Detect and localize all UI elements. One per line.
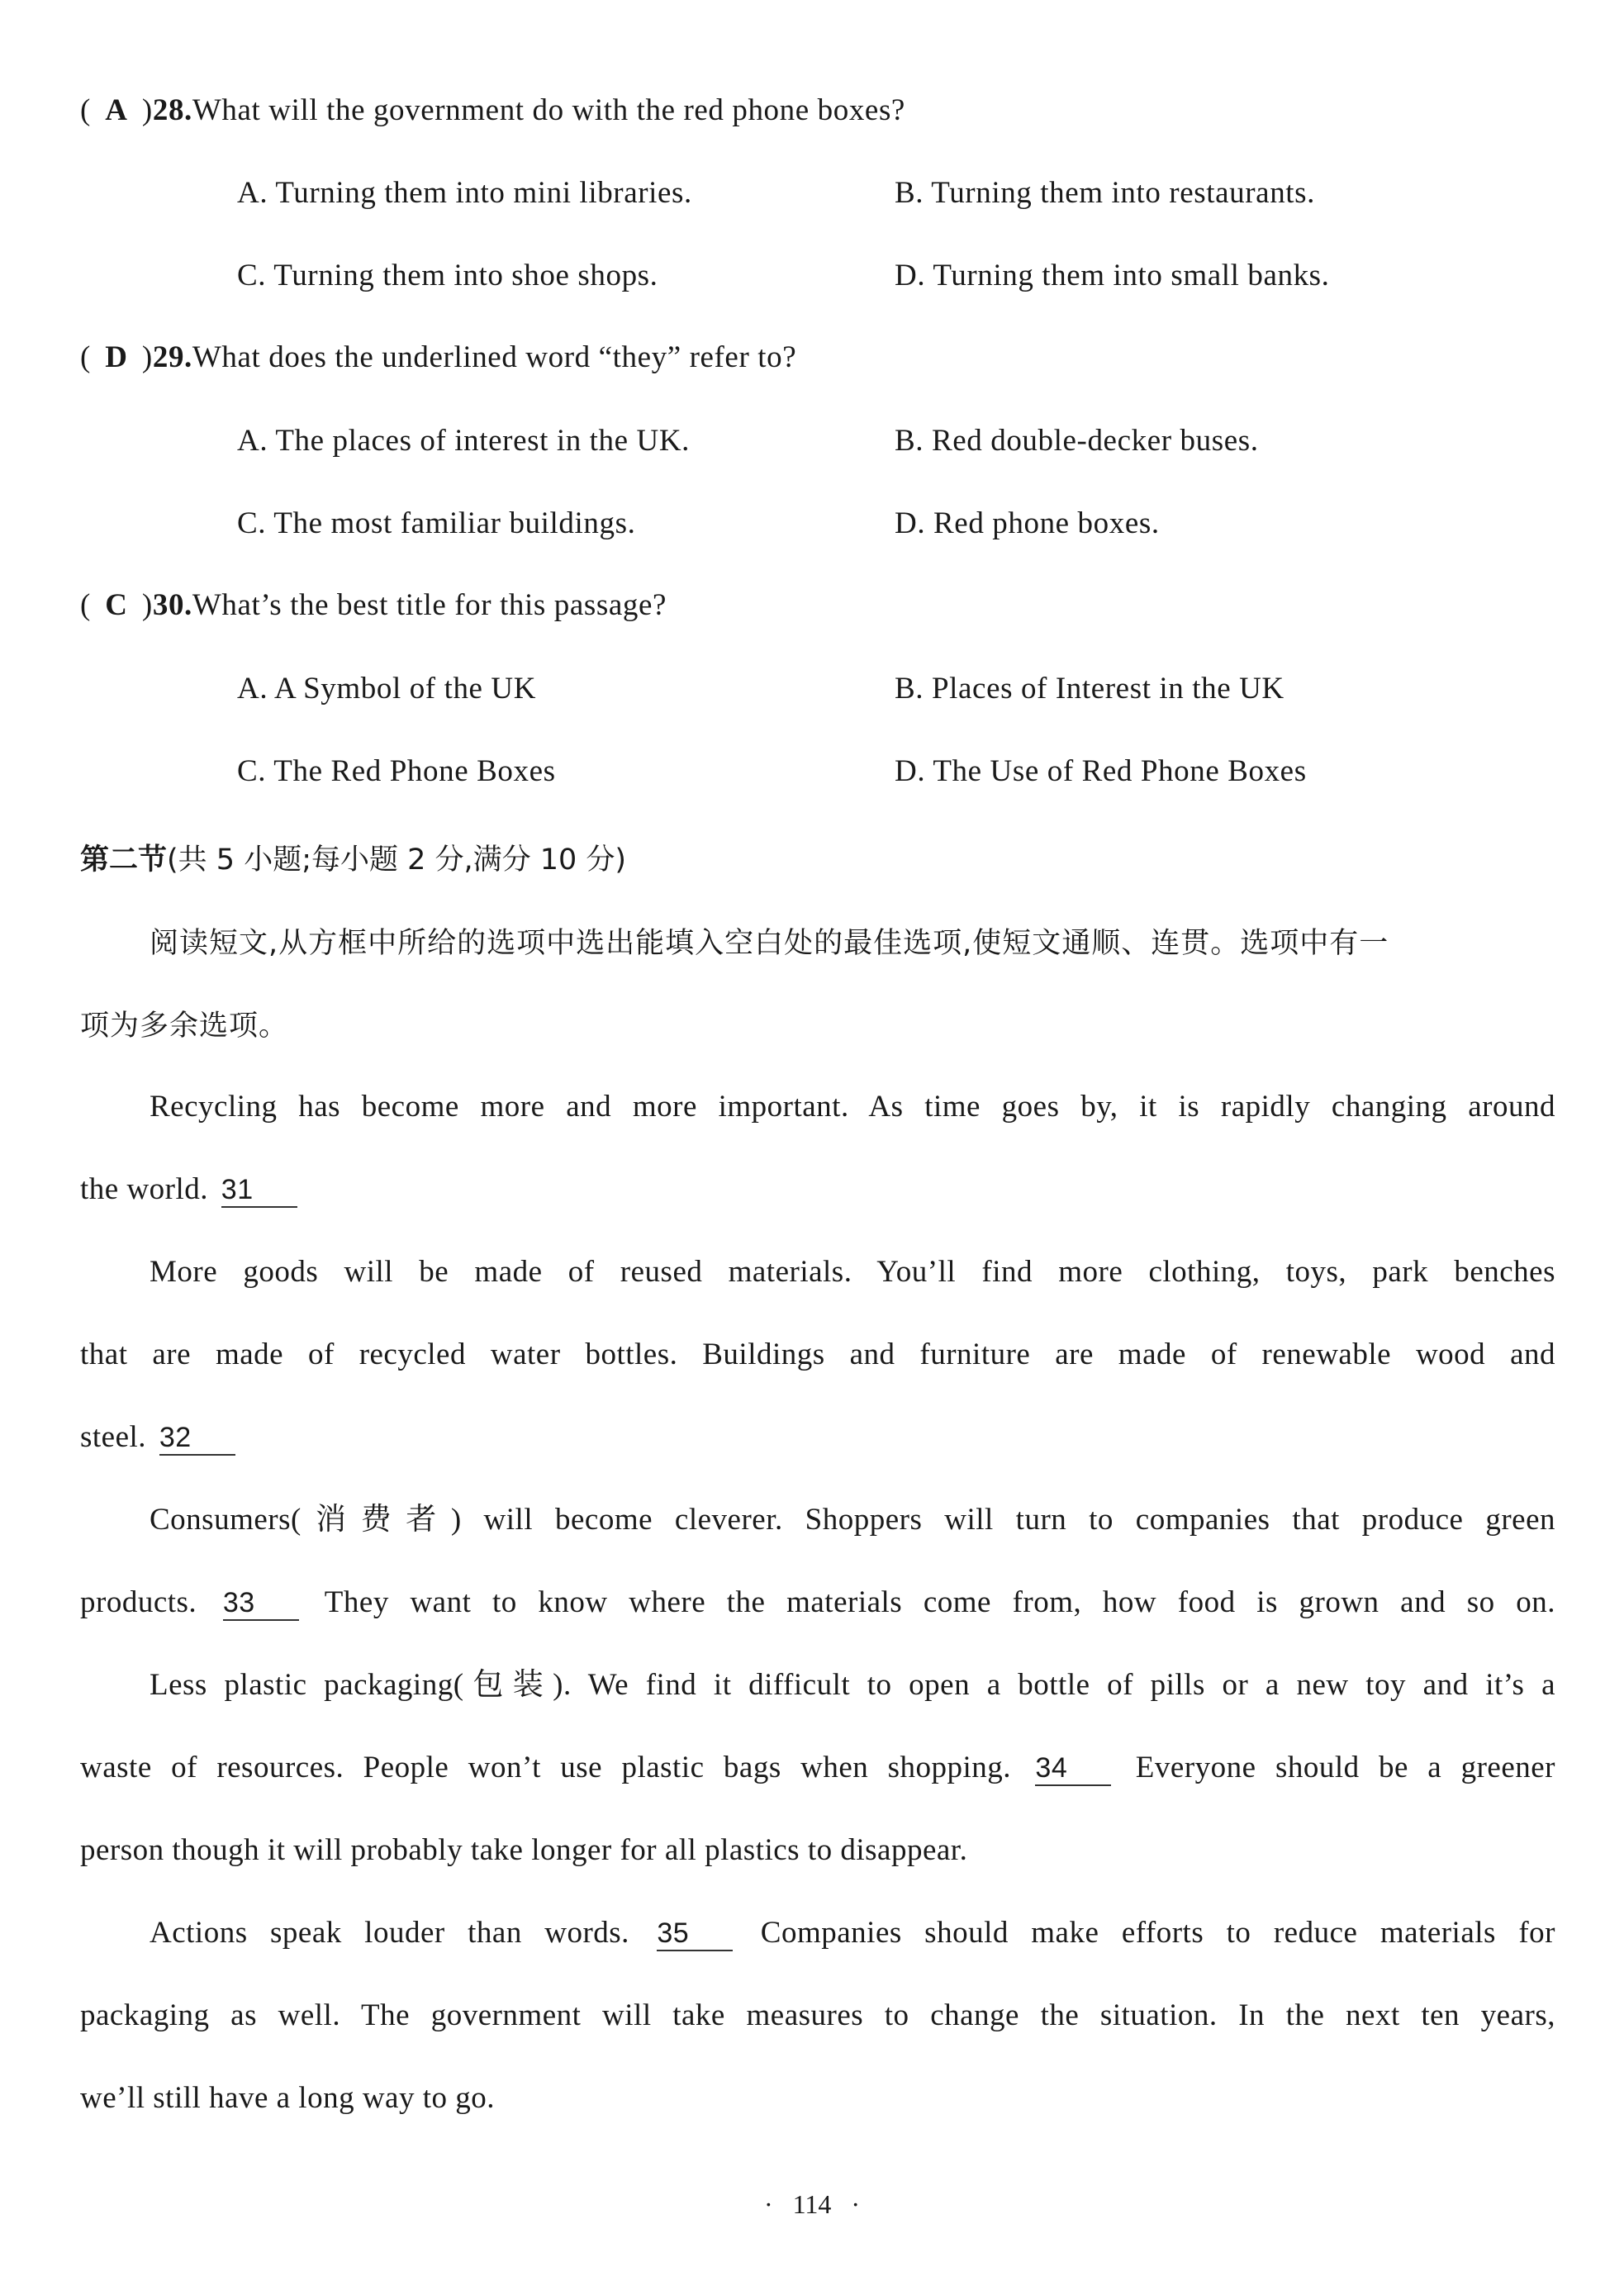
passage-line: Actions speak louder than words. 35 Companies should make efforts to reduce materials for <box>150 1916 1555 1950</box>
question-text-28: What will the government do with the red phone boxes? <box>192 93 905 127</box>
option-28-b: B. Turning them into restaurants. <box>895 176 1316 210</box>
section-instruction-line2: 项为多余选项。 <box>80 1010 289 1043</box>
passage-line: person though it will probably take longer for all plastics to disappear. <box>80 1833 968 1867</box>
question-number-28: 28. <box>152 93 192 127</box>
passage-line: we’ll still have a long way to go. <box>80 2081 496 2115</box>
option-28-c: C. Turning them into shoe shops. <box>237 259 658 292</box>
option-30-b: B. Places of Interest in the UK <box>895 672 1284 706</box>
section-note: (共 5 小题;每小题 2 分,满分 10 分) <box>167 843 627 877</box>
option-30-c: C. The Red Phone Boxes <box>237 754 556 788</box>
blank-31: 31 <box>221 1173 297 1208</box>
passage-line: products. 33 They want to know where the materials come from, how food is grown and so on. <box>80 1585 1555 1619</box>
blank-33: 33 <box>223 1586 299 1621</box>
passage-line: Recycling has become more and more important. As time goes by, it is rapidly changing around <box>150 1090 1555 1124</box>
passage-line: Consumers(消费者) will become cleverer. Shoppers will turn to companies that produce green <box>150 1503 1555 1537</box>
option-30-d: D. The Use of Red Phone Boxes <box>895 754 1307 788</box>
answer-30: C <box>105 588 128 622</box>
option-29-d: D. Red phone boxes. <box>895 506 1160 540</box>
page-footer: · 114 · <box>763 2189 861 2219</box>
blank-32: 32 <box>159 1421 235 1456</box>
passage <box>80 1066 1555 2140</box>
passage-line: Less plastic packaging(包装). We find it difficult to open a bottle of pills or a new toy and it’s a <box>150 1668 1555 1702</box>
option-29-b: B. Red double-decker buses. <box>895 424 1259 458</box>
question-30: ( C )30.What’s the best title for this passage? <box>80 588 667 622</box>
passage-line: More goods will be made of reused materials. You’ll find more clothing, toys, park benches <box>150 1255 1555 1289</box>
answer-29: D <box>105 340 128 374</box>
option-29-a: A. The places of interest in the UK. <box>237 424 691 458</box>
question-text-29: What does the underlined word “they” refer to? <box>192 340 797 374</box>
section-instruction-line1: 阅读短文,从方框中所给的选项中选出能填入空白处的最佳选项,使短文通顺、连贯。选项中有一 <box>150 927 1389 960</box>
blank-35: 35 <box>657 1917 733 1951</box>
question-number-29: 29. <box>152 340 192 374</box>
page-number: 114 <box>792 2189 832 2219</box>
question-text-30: What’s the best title for this passage? <box>192 588 667 622</box>
question-29: ( D )29.What does the underlined word “they” refer to? <box>80 340 797 374</box>
passage-line: that are made of recycled water bottles. Buildings and furniture are made of renewable wood and <box>80 1338 1555 1371</box>
option-28-a: A. Turning them into mini libraries. <box>237 176 692 210</box>
passage-line: steel. 32 <box>80 1396 1555 1479</box>
option-28-d: D. Turning them into small banks. <box>895 259 1330 292</box>
question-28: ( A )28.What will the government do with the red phone boxes? <box>80 93 905 127</box>
passage-line: the world. 31 <box>80 1148 1555 1231</box>
option-30-a: A. A Symbol of the UK <box>237 672 537 706</box>
passage-line: packaging as well. The government will take measures to change the situation. In the next ten years, <box>80 1998 1555 2032</box>
question-number-30: 30. <box>152 588 192 622</box>
passage-line: waste of resources. People won’t use plastic bags when shopping. 34 Everyone should be a greener <box>80 1751 1555 1784</box>
section-heading <box>80 837 626 878</box>
section-title: 第二节 <box>80 843 168 877</box>
answer-28: A <box>105 93 128 127</box>
blank-34: 34 <box>1035 1751 1111 1786</box>
option-29-c: C. The most familiar buildings. <box>237 506 636 540</box>
